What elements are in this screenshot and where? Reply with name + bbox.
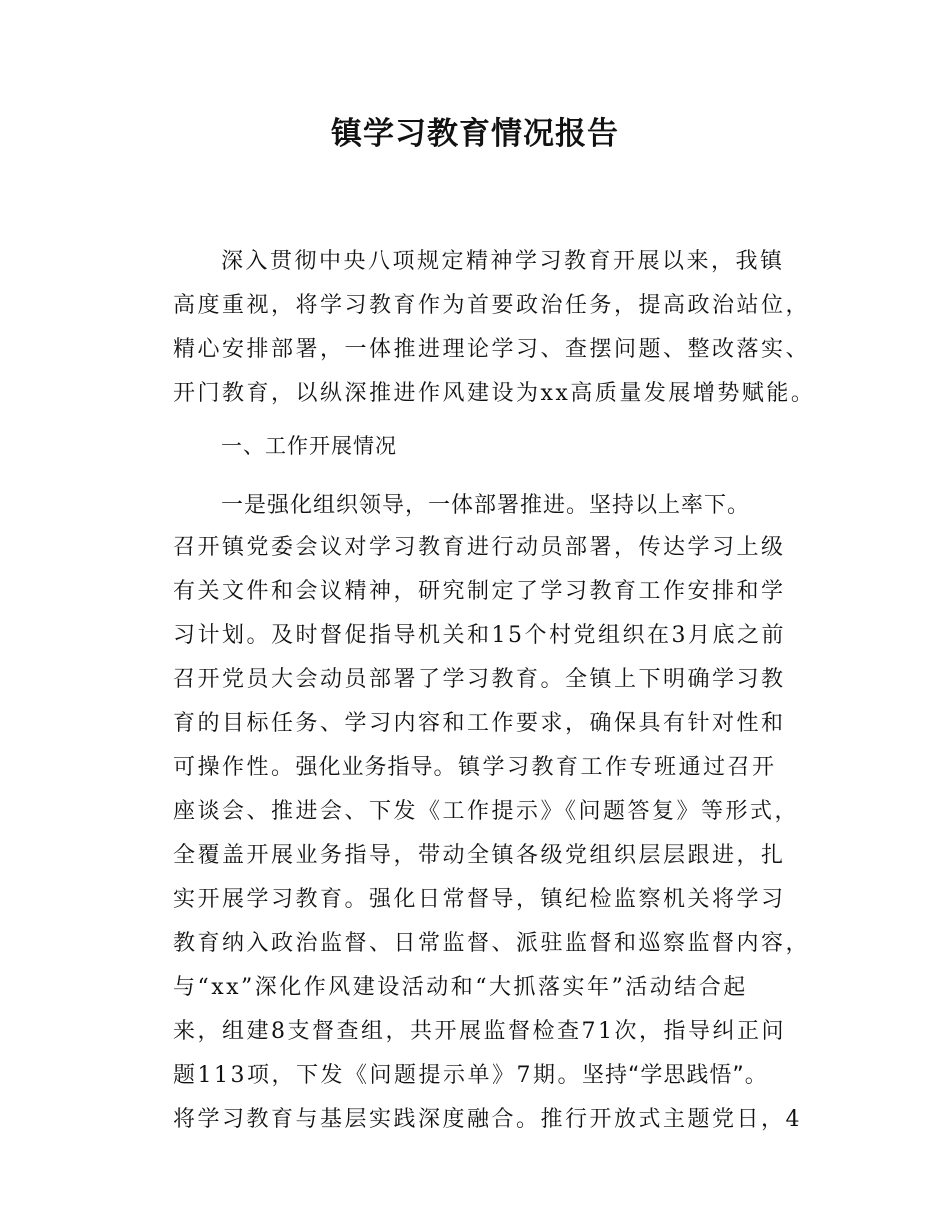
para1-line-14-text-c: 。	[744, 1063, 770, 1088]
intro-line-3: 精心安排部署，一体推进理论学习、查摆问题、整改落实、	[173, 337, 811, 362]
para1-line-15: 将学习教育与基层实践深度融合。推行开放式主题党日，4	[173, 1107, 802, 1132]
para1-line-14-text-a: 题113项，下发《问题提示单》7期。	[173, 1063, 582, 1088]
document-title: 镇学习教育情况报告	[331, 116, 619, 152]
intro-line-2: 高度重视，将学习教育作为首要政治任务，提高政治站位，	[173, 293, 811, 318]
para1-line-12: 与“xx”深化作风建设活动和“大抓落实年”活动结合起	[173, 975, 748, 1000]
para1-line-7-text-c: 。镇学习教育工作专班通过召开	[433, 755, 777, 780]
para1-line-6: 育的目标任务、学习内容和工作要求，确保具有针对性和	[173, 711, 786, 736]
para1-line-10: 实开展学习教育。强化日常督导，镇纪检监察机关将学习	[173, 887, 786, 912]
para1-line-3: 有关文件和会议精神，研究制定了学习教育工作安排和学	[173, 579, 786, 604]
para1-line-7-text-a: 可操作性。	[173, 755, 296, 780]
para1-line-7	[173, 746, 777, 790]
section-heading-1: 一、工作开展情况	[221, 434, 397, 458]
intro-line-4: 开门教育，以纵深推进作风建设为xx高质量发展增势赋能。	[173, 381, 816, 406]
para1-line-5: 召开党员大会动员部署了学习教育。全镇上下明确学习教	[173, 667, 786, 692]
para1-line-13: 来，组建8支督查组，共开展监督检查71次，指导纠正问	[173, 1019, 786, 1044]
para1-line-11: 教育纳入政治监督、日常监督、派驻监督和巡察监督内容，	[173, 931, 811, 956]
para1-line-2: 召开镇党委会议对学习教育进行动员部署，传达学习上级	[173, 535, 786, 560]
intro-line-1: 深入贯彻中央八项规定精神学习教育开展以来，我镇	[221, 249, 785, 274]
para1-line-14-strong: 坚持“学思践悟”	[582, 1063, 745, 1088]
para1-line-14	[173, 1054, 769, 1098]
para1-line-7-strong: 强化业务指导	[295, 755, 434, 780]
para1-line-1: 一是强化组织领导，一体部署推进。坚持以上率下。	[221, 493, 751, 518]
para1-line-9: 全覆盖开展业务指导，带动全镇各级党组织层层跟进，扎	[173, 843, 786, 868]
para1-line-4: 习计划。及时督促指导机关和15个村党组织在3月底之前	[173, 623, 786, 648]
para1-line-8: 座谈会、推进会、下发《工作提示》《问题答复》等形式，	[173, 799, 800, 824]
